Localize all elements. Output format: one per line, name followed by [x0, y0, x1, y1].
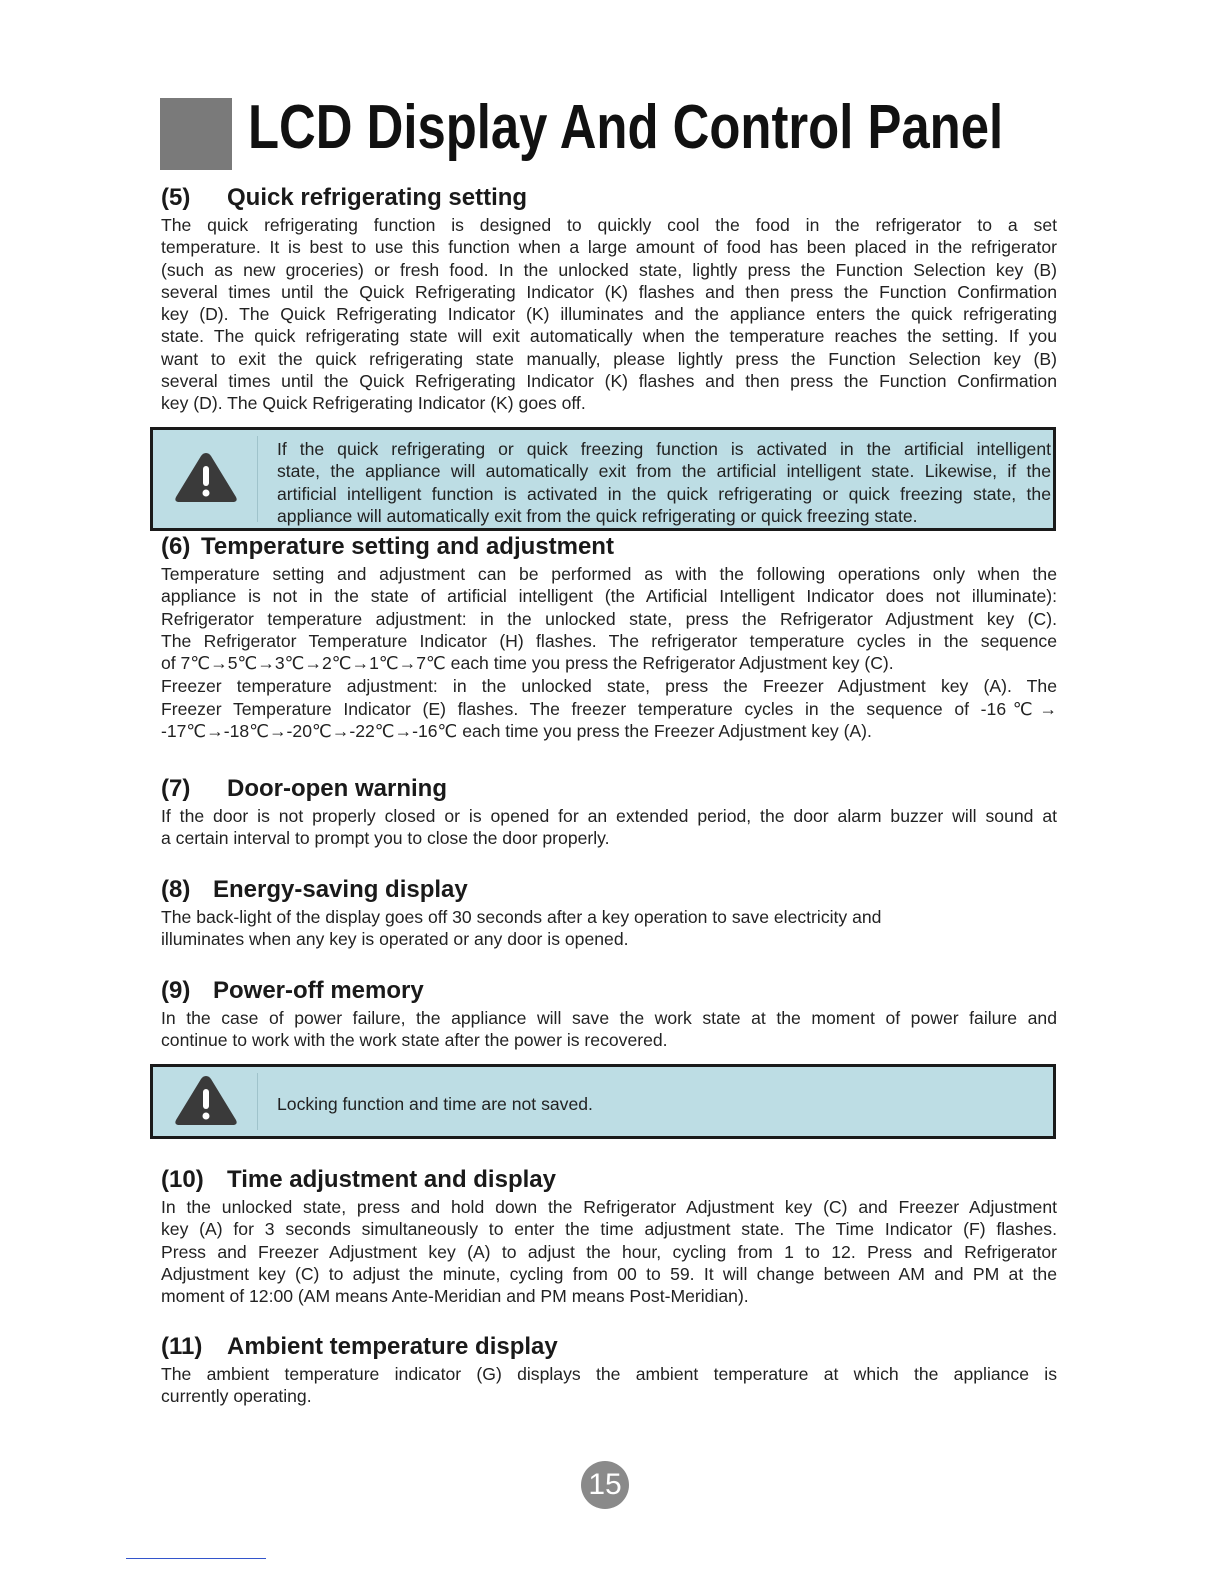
text-line: want to exit the quick refrigerating state manually, please lightly press the Function Selection key (B): [161, 348, 1057, 369]
text-line: The quick refrigerating function is designed to quickly cool the food in the refrigerator to a set: [161, 215, 1057, 235]
text-line: moment of 12:00 (AM means Ante-Meridian and PM means Post-Meridian).: [161, 1286, 749, 1307]
section-title: Time adjustment and display: [227, 1166, 556, 1193]
section-number: (6): [161, 533, 191, 560]
text-line: appliance will automatically exit from the quick refrigerating or quick freezing state.: [277, 505, 918, 526]
section-8-heading: [161, 876, 468, 904]
text-line: If the door is not properly closed or is opened for an extended period, the door alarm buzzer will sound at: [161, 806, 1057, 826]
section-number: (9): [161, 977, 191, 1004]
text-line: illuminates when any key is operated or any door is opened.: [161, 929, 629, 950]
text-line: continue to work with the work state after the power is recovered.: [161, 1030, 668, 1051]
text-line: Adjustment key (C) to adjust the minute, cycling from 00 to 59. It will change between AM and PM at the: [161, 1263, 1057, 1284]
text-line: of 7℃→5℃→3℃→2℃→1℃→7℃ each time you press the Refrigerator Adjustment key (C).: [161, 653, 894, 674]
warning-notice-lock: [150, 1064, 1056, 1139]
text-line: The Refrigerator Temperature Indicator (H) flashes. The refrigerator temperature cycles in the sequence: [161, 630, 1057, 651]
notice-text: Locking function and time are not saved.: [277, 1094, 593, 1114]
section-9-heading: [161, 977, 424, 1005]
text-line: appliance is not in the state of artificial intelligent (the Artificial Intelligent Indicator does not illuminate):: [161, 586, 1057, 607]
text-line: a certain interval to prompt you to close the door properly.: [161, 828, 610, 849]
text-line: -17℃→-18℃→-20℃→-22℃→-16℃ each time you press the Freezer Adjustment key (A).: [161, 721, 872, 742]
section-11-body: [161, 1363, 1057, 1408]
section-7-heading: [161, 775, 447, 803]
text-line: In the case of power failure, the appliance will save the work state at the moment of power failure and: [161, 1008, 1057, 1028]
text-line: The ambient temperature indicator (G) displays the ambient temperature at which the appliance is: [161, 1364, 1057, 1384]
warning-notice-ai: [150, 427, 1056, 531]
section-number: (8): [161, 876, 191, 903]
warning-triangle-icon: [173, 450, 239, 504]
section-6-heading: [161, 533, 614, 561]
section-8-body: [161, 906, 1057, 951]
section-5-body: [161, 214, 1057, 415]
text-line: In the unlocked state, press and hold down the Refrigerator Adjustment key (C) and Freezer Adjustment: [161, 1197, 1057, 1217]
text-line: Refrigerator temperature adjustment: in the unlocked state, press the Refrigerator Adjustment key (C).: [161, 608, 1057, 629]
warning-triangle-icon: [173, 1073, 239, 1127]
section-number: (5): [161, 184, 191, 211]
section-7-body: [161, 805, 1057, 850]
section-number: (10): [161, 1166, 204, 1193]
text-line: Freezer Temperature Indicator (E) flashes. The freezer temperature cycles in the sequence of -16℃→: [161, 698, 1057, 719]
text-line: currently operating.: [161, 1386, 312, 1407]
section-title: Power-off memory: [213, 977, 424, 1004]
title-marker-square: [160, 98, 232, 170]
text-line: artificial intelligent function is activated in the quick refrigerating or quick freezing state, the: [277, 483, 1051, 504]
page-title: LCD Display And Control Panel: [248, 93, 1004, 162]
section-title: Temperature setting and adjustment: [201, 533, 614, 560]
text-line: The back-light of the display goes off 30 seconds after a key operation to save electricity and: [161, 907, 882, 927]
text-line: key (A) for 3 seconds simultaneously to enter the time adjustment state. The Time Indicator (F) flashes.: [161, 1219, 1057, 1240]
notice-divider: [257, 1073, 258, 1130]
notice-text: [277, 438, 1051, 527]
section-10-heading: [161, 1166, 556, 1194]
text-line: key (D). The Quick Refrigerating Indicator (K) illuminates and the appliance enters the quick refrigerating: [161, 304, 1057, 325]
footer-rule: [126, 1558, 266, 1559]
text-line: state. The quick refrigerating state will exit automatically when the temperature reaches the setting. If you: [161, 326, 1057, 347]
section-10-body: [161, 1196, 1057, 1307]
text-line: Press and Freezer Adjustment key (A) to adjust the hour, cycling from 1 to 12. Press and Refrigerator: [161, 1241, 1057, 1262]
section-title: Ambient temperature display: [227, 1333, 558, 1360]
text-line: temperature. It is best to use this function when a large amount of food has been placed in the refrigerator: [161, 237, 1057, 258]
section-5-heading: [161, 184, 527, 212]
text-line: Temperature setting and adjustment can be performed as with the following operations only when the: [161, 564, 1057, 584]
section-number: (7): [161, 775, 191, 802]
text-line: (such as new groceries) or fresh food. In the unlocked state, lightly press the Function Selection key (B): [161, 259, 1057, 280]
notice-divider: [257, 436, 258, 522]
section-9-body: [161, 1007, 1057, 1052]
section-11-heading: [161, 1333, 558, 1361]
text-line: key (D). The Quick Refrigerating Indicator (K) goes off.: [161, 393, 586, 414]
text-line: If the quick refrigerating or quick freezing function is activated in the artificial intelligent: [277, 439, 1051, 459]
section-6-body: [161, 563, 1057, 742]
text-line: several times until the Quick Refrigerating Indicator (K) flashes and then press the Function Confirmation: [161, 371, 1057, 392]
text-line: several times until the Quick Refrigerating Indicator (K) flashes and then press the Function Confirmation: [161, 281, 1057, 302]
text-line: state, the appliance will automatically exit from the artificial intelligent state. Likewise, if the: [277, 461, 1051, 482]
section-number: (11): [161, 1333, 203, 1360]
section-title: Energy-saving display: [213, 876, 468, 903]
text-line: Freezer temperature adjustment: in the unlocked state, press the Freezer Adjustment key (A). The: [161, 676, 1057, 697]
section-title: Door-open warning: [227, 775, 447, 802]
section-title: Quick refrigerating setting: [227, 184, 528, 211]
page-number-badge: 15: [581, 1461, 629, 1509]
